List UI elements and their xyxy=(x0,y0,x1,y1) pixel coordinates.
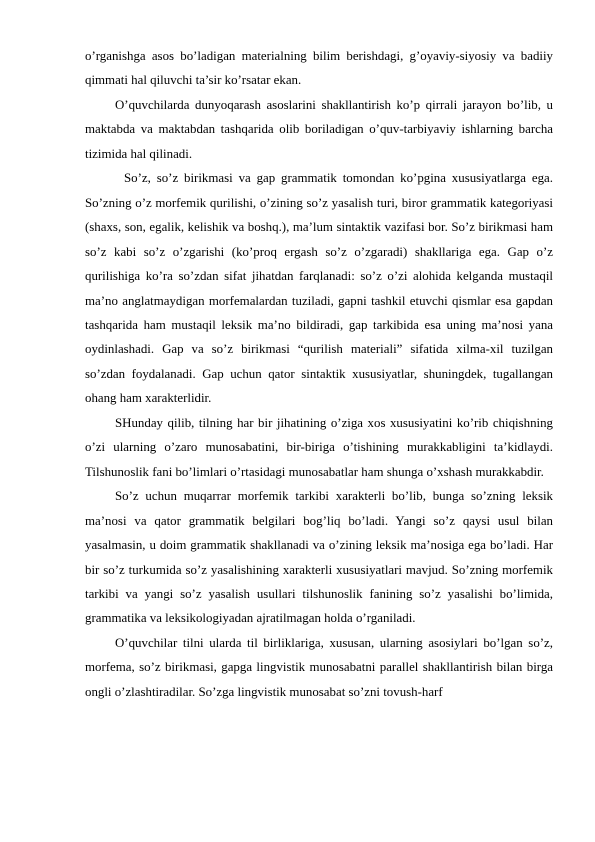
paragraph-language-aspects: SHunday qilib, tilning har bir jihatining o’ziga xos xususiyatini ko’rib chiqishning o’zi ularning o’zaro munosabatini, bir-biriga o’tishining murakkabligini ta’kidlaydi. Tilshunoslik fani bo’limlari o’rtasidagi munosabatlar ham shunga o’xshash murakkabdir. xyxy=(85,415,553,479)
paragraph-morphemic-structure: So’z uchun muqarrar morfemik tarkibi xarakterli bo’lib, bunga so’zning leksik ma’nosi va qator grammatik belgilari bog’liq bo’ladi. Yangi so’z qaysi usul bilan yasalmasin, u doim grammatik shakllanadi va o’zining leksik ma’nosiga ega bo’ladi. Har bir so’z turkumida so’z yasalishining xarakterli xususiyatlari mavjud. So’zning morfemik tarkibi va yangi so’z yasalish usullari tilshunoslik fanining so’z yasalishi bo’limida, grammatika va leksikologiyadan ajratilmagan holda o’rganiladi. xyxy=(85,489,553,626)
paragraph-linguistic-attitude: O’quvchilar tilni ularda til birliklariga, xususan, ularning asosiylari bo’lgan so’z, morfema, so’z birikmasi, gapga lingvistik munosabatni parallel shakllantirish bilan birga ongli o’zlashtiradilar. So’zga lingvistik munosabat so’zni tovush-harf xyxy=(85,635,553,699)
document-page xyxy=(85,44,553,704)
paragraph-word-features: So’z, so’z birikmasi va gap grammatik tomondan ko’pgina xususiyatlarga ega. So’zning o’z morfemik qurilishi, o’zining so’z yasalish turi, biror grammatik kategoriyasi (shaxs, son, egalik, kelishik va boshq.), ma’lum sintaktik vazifasi bor. So’z birikmasi ham so’z kabi so’z o’zgarishi (ko’proq ergash so’z o’zgaradi) shakllariga ega. Gap o’z qurilishiga ko’ra so’zdan sifat jihatdan farqlanadi: so’z o’zi alohida kelganda mustaqil ma’no anglatmaydigan morfemalardan tuziladi, gapni tashkil etuvchi qismlar esa gapdan tashqarida ham mustaqil leksik ma’no bildiradi, gap tarkibida esa uning ma’nosi yana oydinlashadi. Gap va so’z birikmasi “qurilish materiali” sifatida xilma-xil tuzilgan so’zdan foydalanadi. Gap uchun qator sintaktik xususiyatlar, shuningdek, tugallangan ohang ham xarakterlidir. xyxy=(85,171,553,406)
paragraph-worldview: O’quvchilarda dunyoqarash asoslarini shakllantirish ko’p qirrali jarayon bo’lib, u maktabda va maktabdan tashqarida olib boriladigan o’quv-tarbiyaviy ishlarning barcha tizimida hal qilinadi. xyxy=(85,97,553,161)
paragraph-continued: o’rganishga asos bo’ladigan materialning bilim berishdagi, g’oyaviy-siyosiy va badiiy qimmati hal qiluvchi ta’sir ko’rsatar ekan. xyxy=(85,49,553,88)
